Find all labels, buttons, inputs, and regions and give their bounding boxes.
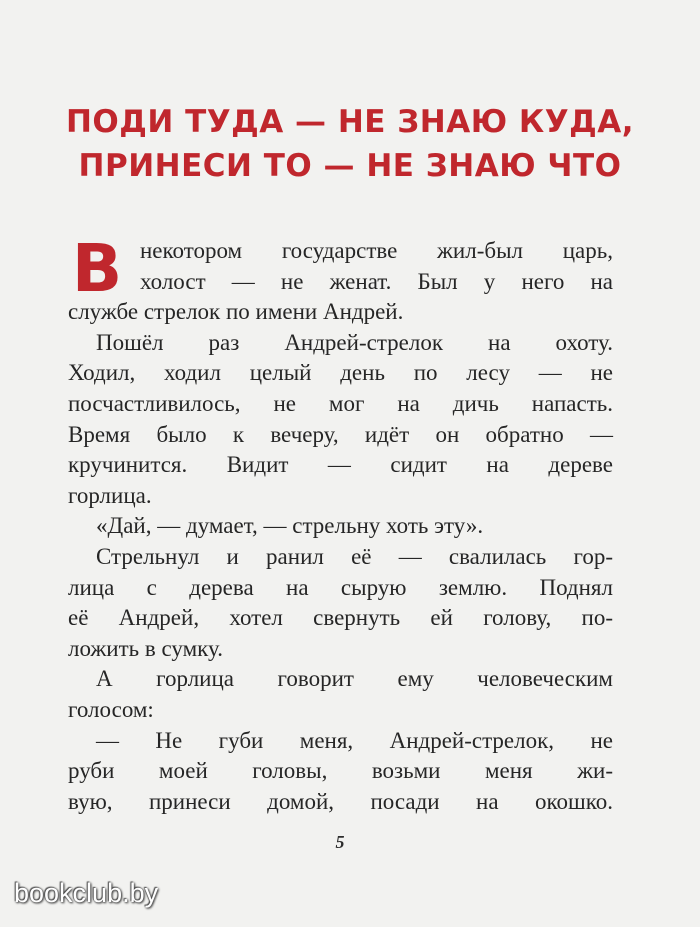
text-line: А горлица говорит ему человеческим	[96, 666, 613, 692]
page-number: 5	[335, 832, 345, 852]
text-line: холост — не женат. Был у него на	[140, 268, 613, 294]
text-line: руби моей головы, возьми меня жи-	[68, 758, 613, 784]
chapter-title	[40, 100, 660, 188]
text-line: некотором государстве жил-был царь,	[140, 238, 613, 263]
text-line: лица с дерева на сырую землю. Поднял	[68, 574, 613, 600]
text-line: службе стрелок по имени Андрей.	[68, 299, 404, 325]
text-line: Ходил, ходил целый день по лесу — не	[68, 360, 613, 386]
text-line: — Не губи меня, Андрей-стрелок, не	[96, 727, 613, 753]
text-line: кручинится. Видит — сидит на дереве	[68, 452, 613, 478]
text-line: Время было к вечеру, идёт он обратно —	[68, 421, 613, 447]
chapter-title-line-1: ПОДИ ТУДА — НЕ ЗНАЮ КУДА,	[65, 104, 635, 140]
text-line: Стрельнул и ранил её — свалилась гор-	[96, 543, 613, 569]
text-line: посчастливилось, не мог на дичь напасть.	[68, 390, 613, 416]
text-line: ложить в сумку.	[68, 635, 223, 661]
text-line: голосом:	[68, 696, 154, 722]
chapter-title-line-2: ПРИНЕСИ ТО — НЕ ЗНАЮ ЧТО	[78, 148, 622, 184]
drop-cap: В	[71, 230, 123, 307]
text-line: «Дай, — думает, — стрельну хоть эту».	[96, 513, 484, 539]
story-text	[68, 230, 613, 817]
watermark: bookclub.by	[14, 878, 159, 908]
text-line: вую, принеси домой, посади на окошко.	[68, 788, 613, 814]
text-line: её Андрей, хотел свернуть ей голову, по-	[68, 605, 613, 631]
text-line: горлица.	[68, 482, 152, 508]
text-line: Пошёл раз Андрей-стрелок на охоту.	[96, 329, 613, 355]
